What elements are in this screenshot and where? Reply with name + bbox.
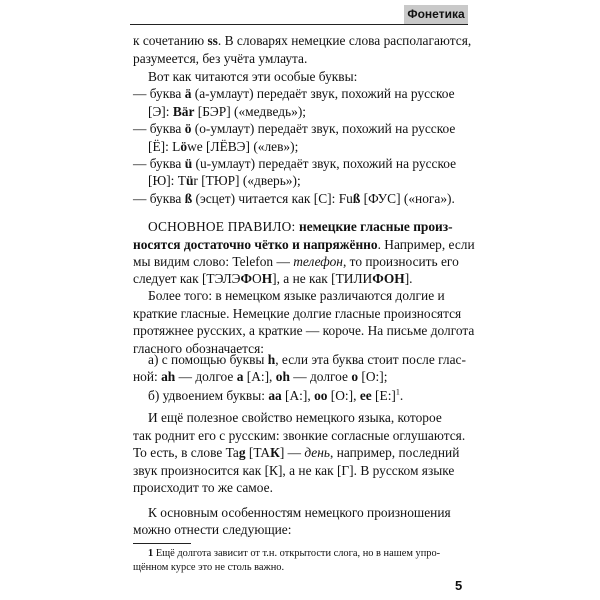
text-line	[133, 191, 455, 207]
text-segment: [A:],	[281, 388, 315, 403]
page-number: 5	[455, 578, 463, 593]
text-segment: так роднит его с русским: звонкие согласные оглушаются.	[133, 428, 466, 443]
text-line	[133, 480, 273, 496]
header-rule	[130, 24, 468, 25]
text-segment: ö	[180, 139, 188, 154]
text-segment: Bär	[172, 104, 195, 119]
text-segment: ee	[359, 388, 372, 403]
text-segment: . Например, если	[377, 237, 475, 252]
text-line	[133, 51, 307, 67]
text-segment: g	[238, 445, 246, 460]
text-line	[148, 69, 357, 85]
text-line	[133, 428, 465, 444]
text-segment: (эсцет) читается как [С]: Fu	[192, 191, 353, 206]
text-line	[133, 86, 455, 102]
text-segment: б) удвоением буквы:	[148, 388, 269, 403]
footnote-rule	[133, 543, 191, 544]
text-segment: ß	[184, 191, 193, 206]
text-segment: oo	[314, 388, 328, 403]
text-segment: — буква	[133, 191, 185, 206]
text-segment: — долгое	[289, 369, 352, 384]
text-segment: гласного обозначается:	[133, 341, 264, 356]
text-line	[133, 323, 474, 339]
text-segment: [TA	[245, 445, 271, 460]
text-line	[148, 173, 301, 189]
text-line	[133, 369, 387, 385]
text-line	[148, 219, 453, 235]
text-segment: Ф	[240, 271, 253, 286]
text-segment: ö	[184, 121, 192, 136]
text-segment: ], а не как [ТИЛИ	[272, 271, 373, 286]
text-segment: oh	[275, 369, 290, 384]
text-line	[133, 445, 459, 461]
text-line	[133, 306, 461, 322]
text-segment: день	[304, 445, 330, 460]
text-segment: Вот как читаются эти особые буквы:	[148, 69, 358, 84]
text-segment: [БЭР] («медведь»);	[194, 104, 307, 119]
footnote-marker: 1	[148, 548, 154, 559]
footnote-ref: 1	[395, 387, 400, 397]
text-line	[148, 104, 306, 120]
text-segment: ] —	[279, 445, 305, 460]
text-segment: [Э]:	[148, 104, 173, 119]
text-segment: .	[399, 388, 404, 403]
text-segment: ß	[352, 191, 361, 206]
text-segment: aa	[268, 388, 282, 403]
text-segment: [A:],	[243, 369, 276, 384]
text-line	[133, 156, 456, 172]
text-segment: к сочетанию	[133, 33, 208, 48]
text-line	[148, 410, 442, 426]
text-segment: звук произносится как [К], а не как [Г]. В русском языке	[133, 463, 455, 478]
text-segment: , то произносить его	[342, 254, 459, 269]
section-header: Фонетика	[404, 5, 468, 24]
text-line	[133, 522, 291, 538]
text-segment: разумеется, без учёта умлаута.	[133, 51, 308, 66]
text-line	[148, 505, 451, 521]
text-line	[133, 254, 459, 270]
text-line	[148, 388, 403, 404]
text-segment: следует как [ТЭЛЭ	[133, 271, 241, 286]
text-segment: происходит то же самое.	[133, 480, 273, 495]
text-segment: (u-умлаут) передаёт звук, похожий на русское	[192, 156, 457, 171]
text-segment: ah	[161, 369, 176, 384]
text-segment: а) с помощью буквы	[148, 352, 268, 367]
text-segment: r [ТЮР] («дверь»);	[193, 173, 301, 188]
text-line	[133, 237, 475, 253]
text-segment: , если эта буква стоит после глас-	[275, 352, 466, 367]
text-line	[148, 288, 445, 304]
text-segment: — буква	[133, 156, 185, 171]
text-segment: ФОН	[372, 271, 405, 286]
text-segment: ü	[185, 173, 194, 188]
text-line	[133, 33, 471, 49]
text-line	[133, 271, 413, 287]
text-line	[148, 352, 466, 368]
text-segment: мы видим слово: Telefon —	[133, 254, 294, 269]
text-segment: [Ю]: T	[148, 173, 186, 188]
text-segment: . В словарях немецкие слова располагаются,	[217, 33, 472, 48]
text-segment: ].	[404, 271, 413, 286]
text-segment: — долгое	[175, 369, 237, 384]
text-segment: o	[351, 369, 359, 384]
text-segment: Н	[261, 271, 273, 286]
text-segment: (о-умлаут) передаёт звук, похожий на русское	[191, 121, 456, 136]
text-segment: [O:],	[327, 388, 360, 403]
text-segment: К основным особенностям немецкого произношения	[148, 505, 451, 520]
text-segment: О	[252, 271, 262, 286]
text-segment: ОСНОВНОЕ ПРАВИЛО:	[148, 219, 300, 234]
text-line	[133, 121, 455, 137]
text-segment: [E:]	[371, 388, 396, 403]
text-segment: ss	[207, 33, 218, 48]
text-segment: немецкие гласные произ-	[299, 219, 453, 234]
text-segment: , например, последний	[330, 445, 460, 460]
text-segment: [ФУС] («нога»).	[360, 191, 455, 206]
text-segment: a	[236, 369, 244, 384]
text-segment: (а-умлаут) передаёт звук, похожий на русское	[191, 86, 455, 101]
text-segment: То есть, в слове Ta	[133, 445, 239, 460]
text-segment: ной:	[133, 369, 162, 384]
text-segment: носятся достаточно чётко и напряжённо	[133, 237, 378, 252]
text-segment: ä	[184, 86, 192, 101]
text-segment: ü	[184, 156, 193, 171]
text-segment: можно отнести следующие:	[133, 522, 292, 537]
text-segment: И ещё полезное свойство немецкого языка, которое	[148, 410, 442, 425]
text-segment: h	[267, 352, 276, 367]
text-segment: we [ЛЁВЭ] («лев»);	[187, 139, 299, 154]
text-segment: [O:];	[358, 369, 388, 384]
footnote-line-1: 1 Ещё долгота зависит от т.н. открытости слога, но в нашем упро-	[148, 548, 441, 559]
text-segment: К	[270, 445, 280, 460]
text-segment: — буква	[133, 121, 185, 136]
text-segment: телефон	[293, 254, 343, 269]
text-segment: Более того: в немецком языке различаются долгие и	[148, 288, 445, 303]
text-segment: протяжнее русских, а краткие — короче. На письме долгота	[133, 323, 475, 338]
footnote-line-2: щённом курсе это не столь важно.	[133, 562, 285, 573]
text-segment: краткие гласные. Немецкие долгие гласные произносятся	[133, 306, 462, 321]
text-line	[148, 139, 298, 155]
text-segment: [Ё]: L	[148, 139, 181, 154]
text-line	[133, 463, 454, 479]
text-segment: — буква	[133, 86, 185, 101]
